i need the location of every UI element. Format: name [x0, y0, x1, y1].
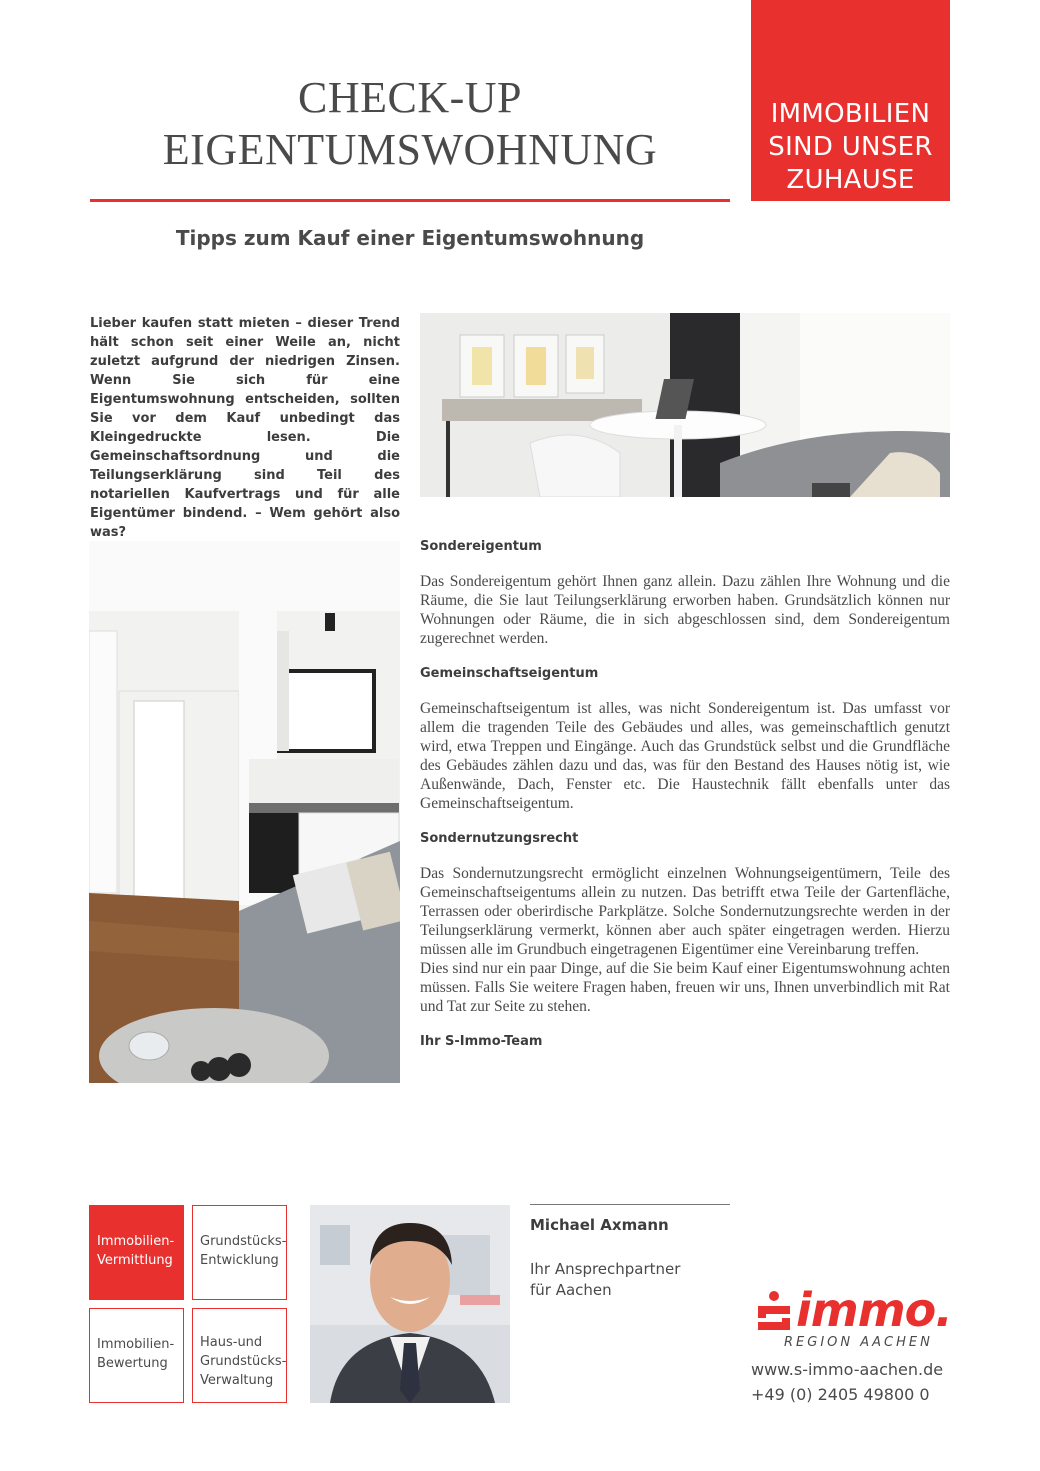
dining-room-photo [420, 313, 950, 497]
website-link[interactable]: www.s-immo-aachen.de [751, 1360, 944, 1379]
badge-line-1: IMMOBILIEN [770, 99, 931, 129]
subtitle: Tipps zum Kauf einer Eigentumswohnung [175, 226, 645, 250]
section-body-gemeinschaftseigentum: Gemeinschaftseigentum ist alles, was nicht Sondereigentum ist. Das umfasst vor allem die tragenden Teile des Gebäudes und alles, was gemeinschaftlich genutzt wird, etwa Treppen und Eingänge. Auch das Grundstück selbst und die Grundfläche des Gebäudes zählen dazu und das, was für den Bestand des Hauses nötig ist, wie Außenwände, Dach, Fenster etc. Die Haustechnik fällt ebenfalls unter das Gemeinschaftseigentum. [420, 700, 950, 812]
service-label-line: Vermittlung [97, 1253, 173, 1268]
contact-role-line-1: Ihr Ansprechpartner [530, 1260, 681, 1278]
service-label-line: Immobilien- [97, 1234, 175, 1249]
contact-name: Michael Axmann [530, 1216, 669, 1234]
kitchen-living-photo [89, 541, 400, 1083]
title-divider [90, 199, 730, 202]
service-immobilien-bewertung [89, 1308, 184, 1403]
section-heading-sondernutzungsrecht: Sondernutzungsrecht [420, 831, 579, 846]
contact-role-line-2: für Aachen [530, 1281, 612, 1299]
section-body-sondernutzungsrecht: Das Sondernutzungsrecht ermöglicht einzelnen Wohnungseigentümern, Teile des Gemeinschaftseigentums allein zu nutzen. Das betrifft etwa Teile der Gartenfläche, Terrassen oder oberirdische Parkplätze. Solche Sondernutzungsrechte werden in der Teilungserklärung vermerkt, können aber auch später eingetragen werden. Hierzu müssen alle im Grundbuch eingetragenen Eigentümer eine Vereinbarung treffen. [420, 865, 950, 958]
title-line-2: EIGENTUMSWOHNUNG [162, 125, 658, 174]
service-label-line: Entwicklung [200, 1253, 279, 1268]
contact-portrait [310, 1205, 510, 1403]
article [420, 539, 950, 1049]
phone-number[interactable]: +49 (0) 2405 49800 0 [751, 1385, 930, 1404]
contact-divider [530, 1204, 730, 1205]
badge-line-2: SIND UNSER [768, 132, 933, 162]
title-line-1: CHECK-UP [297, 73, 523, 122]
service-label-line: Verwaltung [200, 1373, 274, 1388]
section-heading-sondereigentum: Sondereigentum [420, 539, 542, 554]
badge-line-3: ZUHAUSE [786, 165, 915, 195]
contact-role [530, 1259, 730, 1301]
logo-wordmark: immo. [796, 1283, 952, 1337]
page-title [90, 72, 730, 176]
intro-paragraph: Lieber kaufen statt mieten – dieser Trend hält schon seit einer Weile an, nicht zuletzt aufgrund der niedrigen Zinsen. Wenn Sie sich für eine Eigentumswohnung entscheiden, sollten Sie vor dem Kauf unbedingt das Kleingedruckte lesen. Die Gemeinschaftsordnung und die Teilungserklärung sind Teil des notariellen Kaufvertrags und für alle Eigentümer bindend. – Wem gehört also was? [90, 316, 400, 540]
logo-region: REGION AACHEN [784, 1335, 933, 1350]
sparkasse-s-icon [752, 1290, 796, 1334]
service-grundstuecks-entwicklung [192, 1205, 287, 1300]
section-body-sondereigentum: Das Sondereigentum gehört Ihnen ganz allein. Dazu zählen Ihre Wohnung und die Räume, die Sie laut Teilungserklärung erworben haben. Grundsätzlich können nur Wohnungen oder Räume, die in sich abgeschlossen sind, dem Sondereigentum zugerechnet werden. [420, 573, 950, 647]
service-label-line: Grundstücks- [200, 1354, 287, 1369]
closing-paragraph: Dies sind nur ein paar Dinge, auf die Sie beim Kauf einer Eigentumswohnung achten müssen. Falls Sie weitere Fragen haben, freuen wir uns, Ihnen unverbindlich mit Rat und Tat zur Seite zu stehen. [420, 960, 950, 1015]
service-label-line: Grundstücks- [200, 1234, 287, 1249]
brand-badge [751, 0, 950, 201]
signature: Ihr S-Immo-Team [420, 1034, 543, 1049]
service-immobilien-vermittlung [89, 1205, 184, 1300]
section-heading-gemeinschaftseigentum: Gemeinschaftseigentum [420, 666, 599, 681]
service-label-line: Immobilien- [97, 1337, 175, 1352]
service-label-line: Haus-und [200, 1335, 263, 1350]
service-label-line: Bewertung [97, 1356, 168, 1371]
service-haus-grundstuecks-verwaltung [192, 1308, 287, 1403]
